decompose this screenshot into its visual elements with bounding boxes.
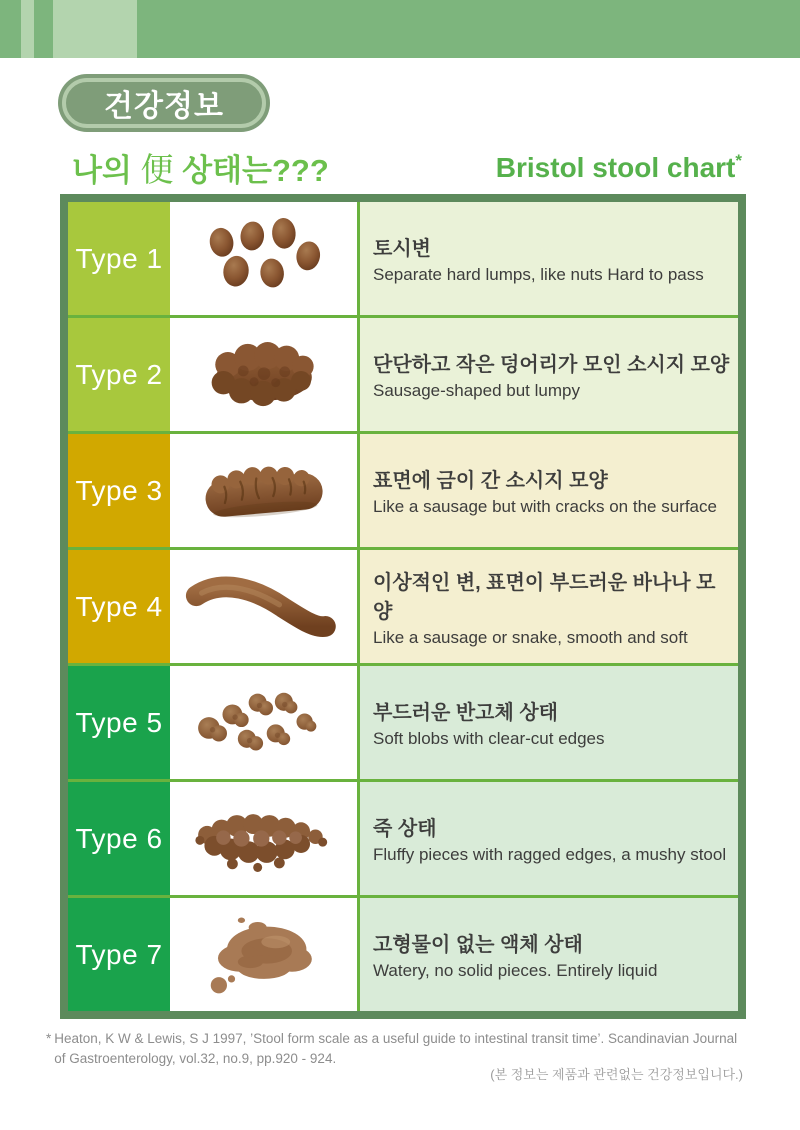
type-label: Type 7 <box>68 898 170 1011</box>
type-label: Type 3 <box>68 434 170 547</box>
type-label: Type 5 <box>68 666 170 779</box>
korean-description: 표면에 금이 간 소시지 모양 <box>373 470 608 492</box>
description-cell <box>360 898 738 1011</box>
korean-description: 이상적인 변, 표면이 부드러운 바나나 모양 <box>373 571 716 623</box>
korean-description: 단단하고 작은 덩어리가 모인 소시지 모양 <box>373 354 730 376</box>
type-label: Type 2 <box>68 318 170 431</box>
top-banner <box>0 0 800 58</box>
page-title <box>72 144 329 191</box>
table-body <box>68 202 738 1011</box>
english-description: Sausage-shaped but lumpy <box>373 381 580 400</box>
description-cell <box>360 550 738 663</box>
table-row <box>68 202 738 315</box>
title-prefix: 나의 <box>72 153 141 188</box>
type6-mushy-pieces-icon <box>170 782 360 895</box>
description-cell <box>360 666 738 779</box>
disclaimer-note: (본 정보는 제품과 관련없는 건강정보입니다.) <box>490 1067 743 1082</box>
type5-soft-blobs-icon <box>170 666 360 779</box>
citation-asterisk: * <box>46 1031 52 1046</box>
description-cell <box>360 782 738 895</box>
badge-label: 건강정보 <box>104 90 224 123</box>
english-description: Like a sausage or snake, smooth and soft <box>373 627 688 647</box>
table-row <box>68 315 738 431</box>
bristol-stool-table <box>60 194 746 1019</box>
korean-description: 죽 상태 <box>373 818 437 840</box>
citation-text: Heaton, K W & Lewis, S J 1997, ’Stool form scale as a useful guide to intestinal transit time’. Scandinavian Journal of Gastroenterology, vol.32, no.9, pp.920 - 924. <box>54 1031 738 1066</box>
chart-title-text: Bristol stool chart <box>495 152 736 183</box>
type-label: Type 1 <box>68 202 170 315</box>
chart-title <box>496 152 742 184</box>
table-row <box>68 895 738 1011</box>
type4-smooth-sausage-icon <box>170 550 360 663</box>
title-suffix: 상태는??? <box>173 153 329 188</box>
english-description: Soft blobs with clear-cut edges <box>373 729 605 748</box>
table-row <box>68 779 738 895</box>
banner-stripe <box>21 0 34 58</box>
type-label: Type 6 <box>68 782 170 895</box>
type3-cracked-sausage-icon <box>170 434 360 547</box>
english-description: Separate hard lumps, like nuts Hard to pass <box>373 265 704 284</box>
title-hanja: 便 <box>140 153 174 189</box>
korean-description: 부드러운 반고체 상태 <box>373 702 558 724</box>
description-cell <box>360 434 738 547</box>
table-row <box>68 547 738 663</box>
english-description: Watery, no solid pieces. Entirely liquid <box>373 961 658 980</box>
health-info-badge <box>58 74 270 132</box>
table-row <box>68 663 738 779</box>
type-label: Type 4 <box>68 550 170 663</box>
table-row <box>68 431 738 547</box>
type7-liquid-icon <box>170 898 360 1011</box>
korean-description: 고형물이 없는 액체 상태 <box>373 934 583 956</box>
footnote-asterisk: * <box>735 151 742 170</box>
description-cell <box>360 318 738 431</box>
type2-lumpy-sausage-icon <box>170 318 360 431</box>
english-description: Like a sausage but with cracks on the surface <box>373 497 717 516</box>
korean-description: 토시변 <box>373 238 431 260</box>
english-description: Fluffy pieces with ragged edges, a mushy stool <box>373 845 727 864</box>
type1-separate-lumps-icon <box>170 202 360 315</box>
banner-stripe <box>53 0 137 58</box>
description-cell <box>360 202 738 315</box>
citation <box>46 1029 740 1068</box>
